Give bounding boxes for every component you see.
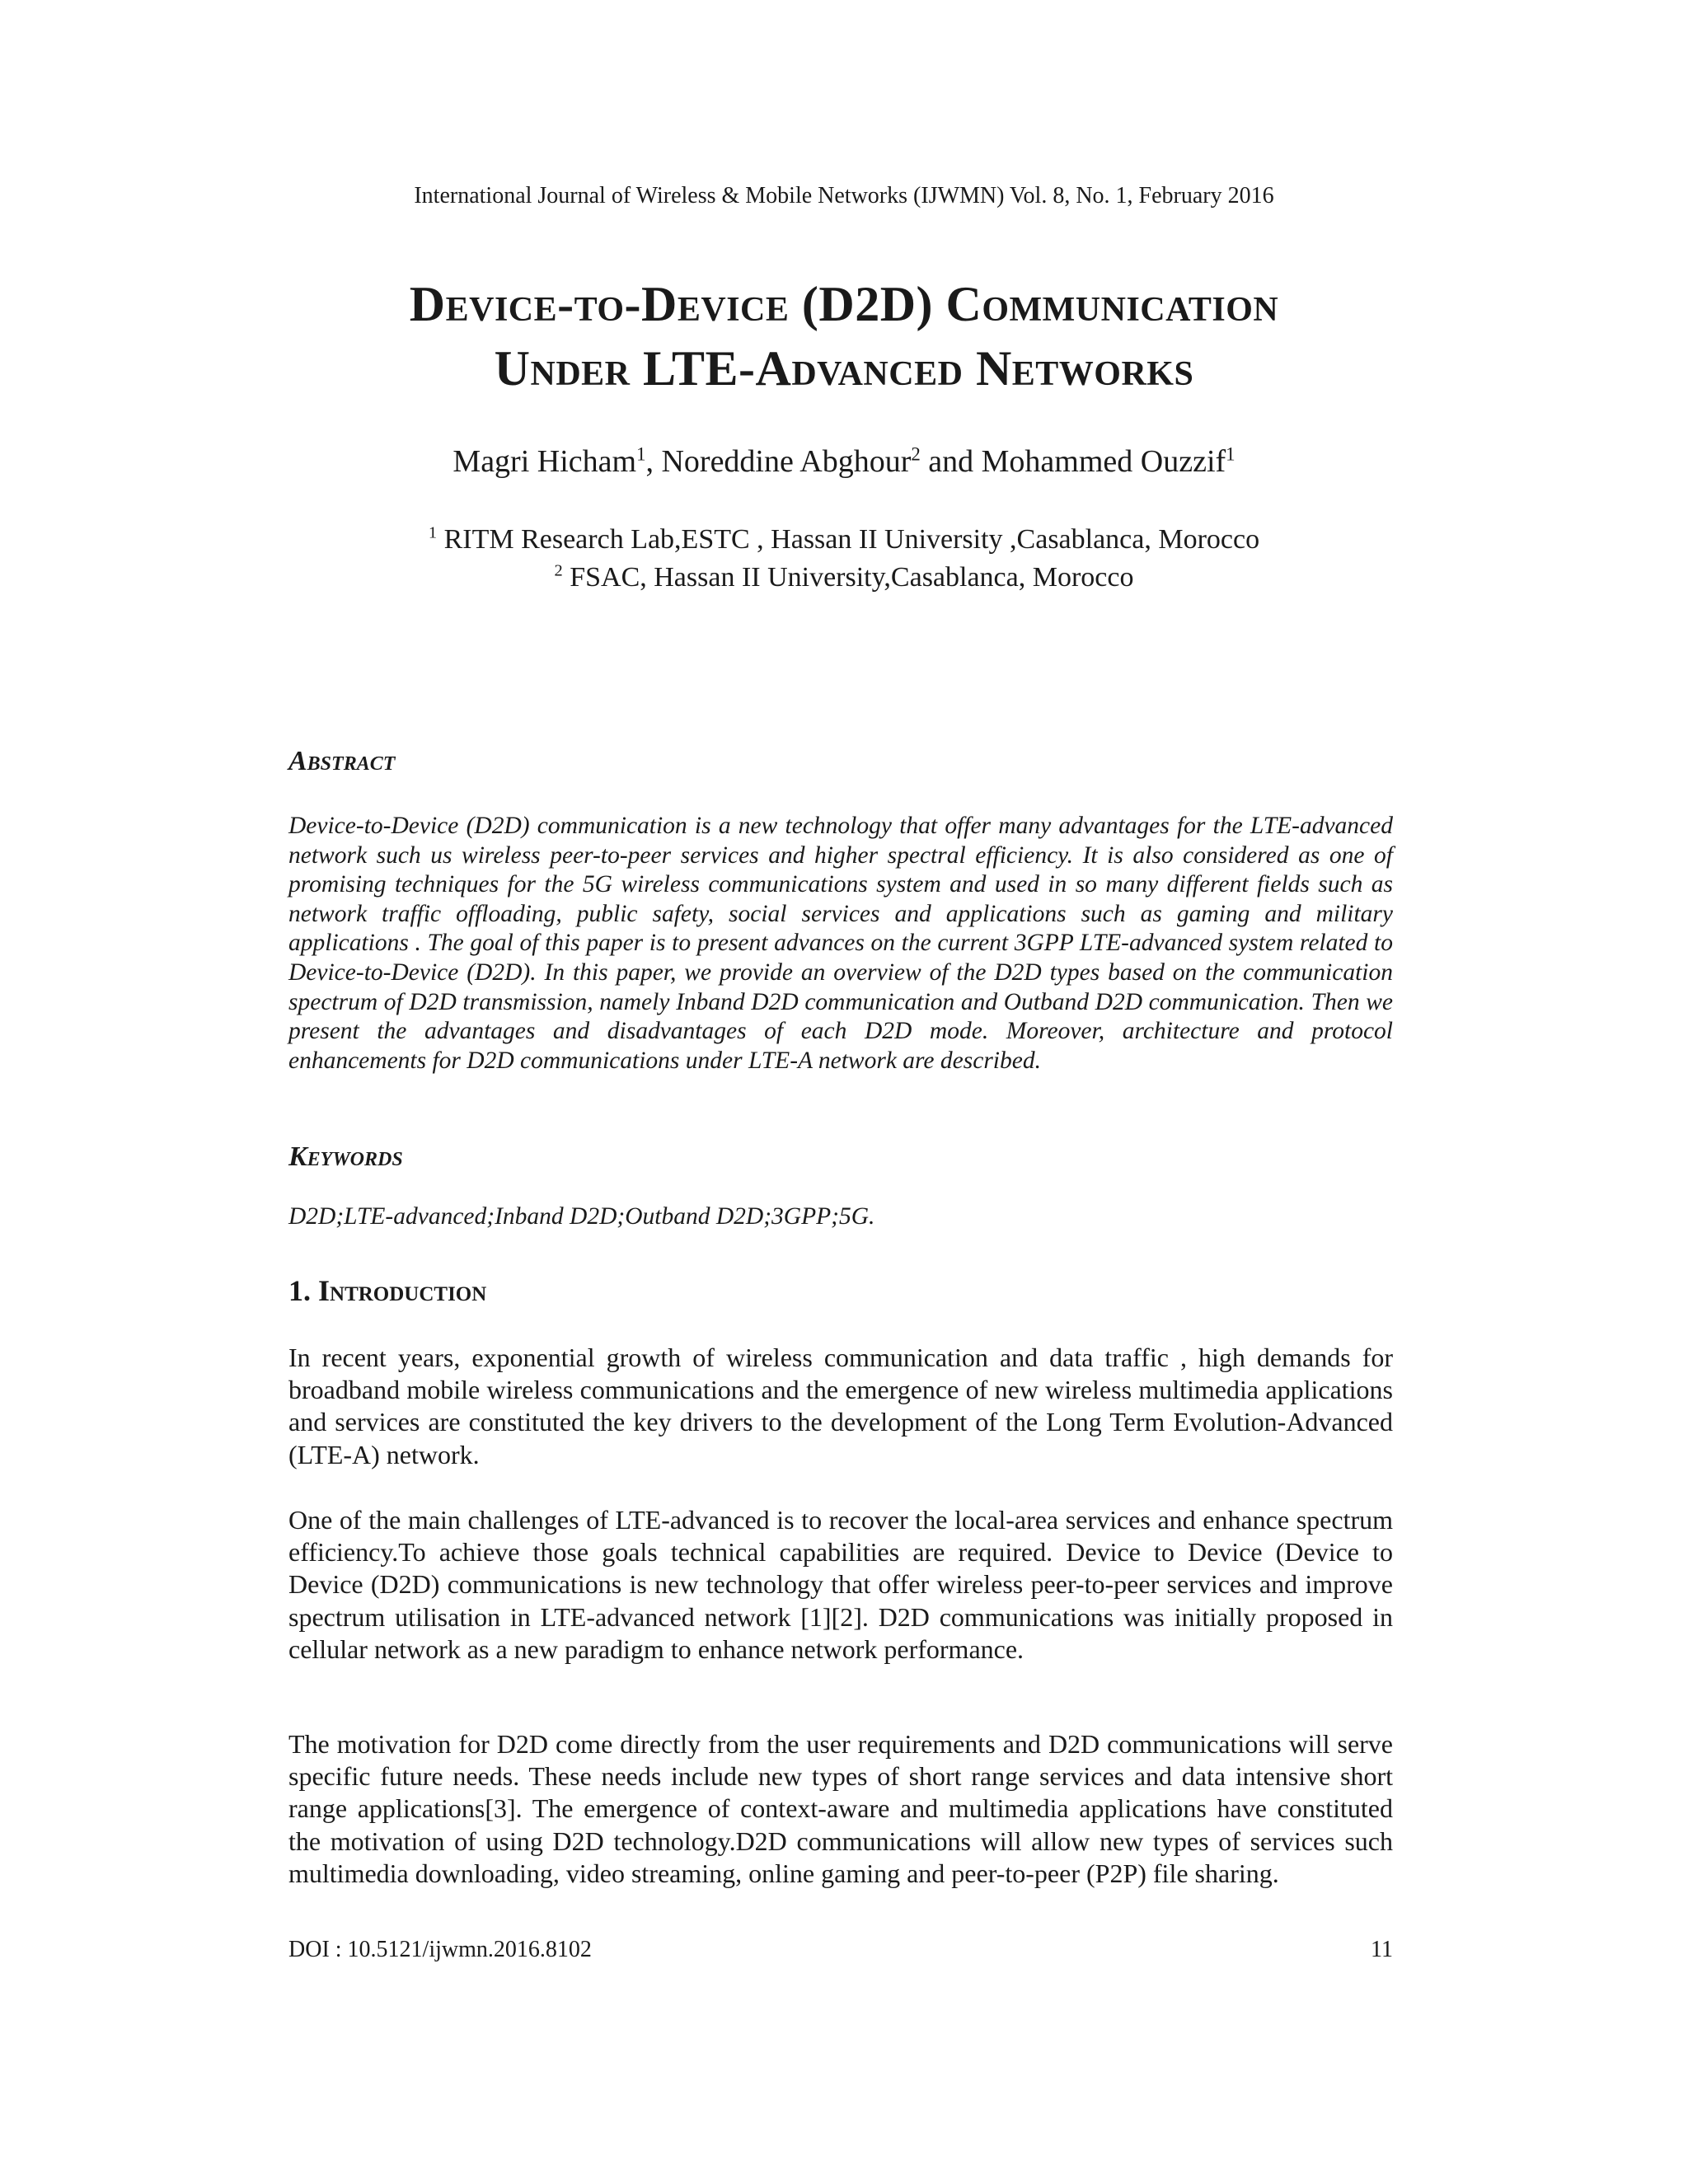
author-separator: and (920, 444, 982, 479)
affiliation-mark: 2 (554, 561, 563, 580)
paper-title-line-1: Device-to-Device (D2D) Communication (409, 277, 1279, 331)
author-name: Mohammed Ouzzif (981, 444, 1226, 479)
author-name: Magri Hicham (452, 444, 637, 479)
affiliation-mark: 1 (428, 523, 438, 542)
footer-page-number: 11 (1371, 1937, 1393, 1962)
affiliation-text: FSAC, Hassan II University,Casablanca, Morocco (562, 562, 1134, 593)
abstract-body: Device-to-Device (D2D) communication is a new technology that offer many advantages for the LTE-advanced network such us wireless peer-to-peer services and higher spectral efficiency. It is also considered as one of promising techniques for the 5G wireless communications system and used in so many different fields such as network traffic offloading, public safety, social services and applications such as gaming and military applications . The goal of this paper is to present advances on the current 3GPP LTE-advanced system related to Device-to-Device (D2D). In this paper, we provide an overview of the D2D types based on the communication spectrum of D2D transmission, namely Inband D2D communication and Outband D2D communication. Then we present the advantages and disadvantages of each D2D mode. Moreover, architecture and protocol enhancements for D2D communications under LTE-A network are described. (288, 813, 1393, 1074)
author-affiliation-mark: 1 (1226, 443, 1236, 465)
affiliation-line (0, 521, 1688, 559)
affiliation-list (0, 521, 1688, 597)
affiliation-text: RITM Research Lab,ESTC , Hassan II University ,Casablanca, Morocco (437, 524, 1260, 555)
affiliation-line (0, 559, 1688, 597)
keywords-heading: Keywords (288, 1141, 403, 1172)
abstract-heading: Abstract (288, 746, 396, 776)
journal-running-header: International Journal of Wireless & Mobile Networks (IJWMN) Vol. 8, No. 1, February 2016 (414, 183, 1274, 209)
introduction-heading: 1. Introduction (288, 1274, 487, 1307)
keywords-body: D2D;LTE-advanced;Inband D2D;Outband D2D;3GPP;5G. (288, 1203, 875, 1230)
author-affiliation-mark: 2 (911, 443, 921, 465)
author-list (0, 443, 1688, 480)
author-separator: , (645, 444, 662, 479)
author-name: Noreddine Abghour (661, 444, 912, 479)
body-paragraph: The motivation for D2D come directly from the user requirements and D2D communications will serve specific future needs. These needs include new types of short range services and data intensive short range applications[3]. The emergence of context-aware and multimedia applications have constituted the motivation of using D2D technology.D2D communications will allow new types of services such multimedia downloading, video streaming, online gaming and peer-to-peer (P2P) file sharing. (288, 1729, 1393, 1888)
body-paragraph: In recent years, exponential growth of wireless communication and data traffic , high demands for broadband mobile wireless communications and the emergence of new wireless multimedia applications and services are constituted the key drivers to the development of the Long Term Evolution-Advanced (LTE-A) network. (288, 1343, 1393, 1469)
author-affiliation-mark: 1 (636, 443, 646, 465)
paper-title (0, 272, 1688, 401)
body-paragraph: One of the main challenges of LTE-advanced is to recover the local-area services and enhance spectrum efficiency.To achieve those goals technical capabilities are required. Device to Device (Device to Device (D2D) communications is new technology that offer wireless peer-to-peer services and improve spectrum utilisation in LTE-advanced network [1][2]. D2D communications was initially proposed in cellular network as a new paradigm to enhance network performance. (288, 1505, 1393, 1664)
paper-title-line-2: Under LTE-Advanced Networks (494, 341, 1194, 396)
footer-doi: DOI : 10.5121/ijwmn.2016.8102 (288, 1937, 592, 1962)
